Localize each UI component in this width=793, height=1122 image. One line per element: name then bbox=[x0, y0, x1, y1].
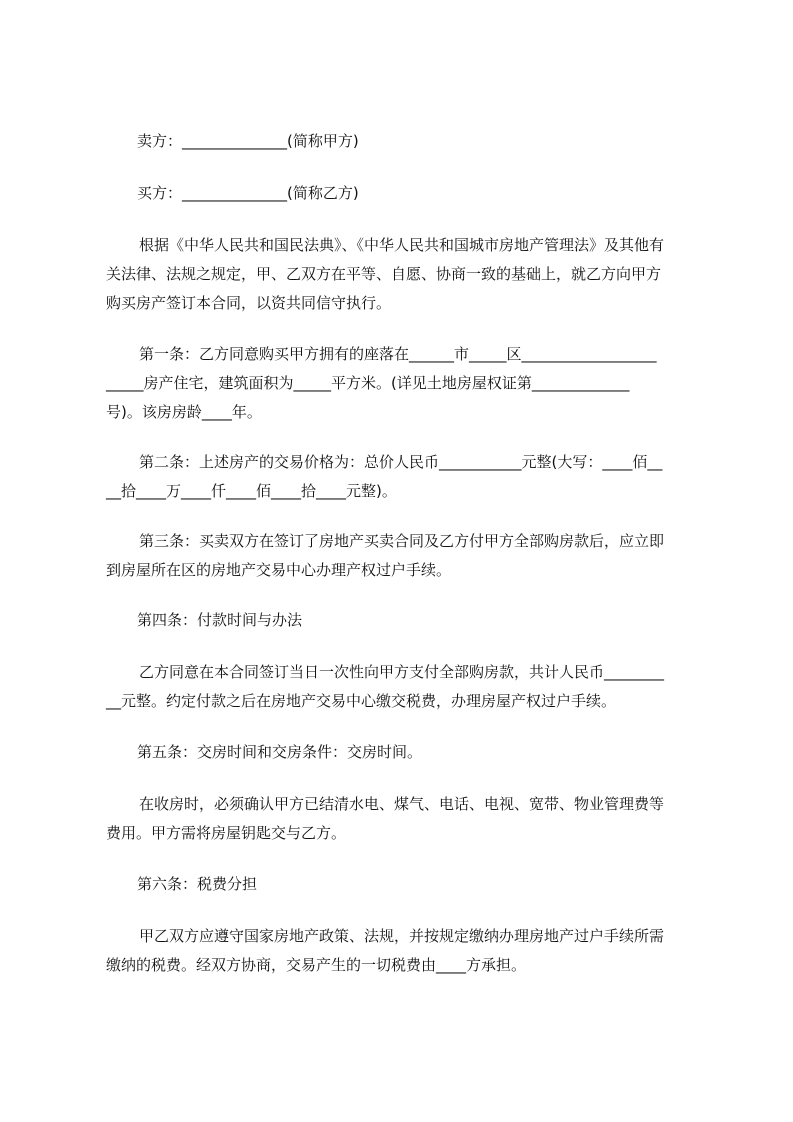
seller-line: 卖方：______________(简称甲方) bbox=[137, 132, 359, 150]
article-4-title: 第四条：付款时间与办法 bbox=[137, 611, 303, 629]
buyer-line: 买方：______________(简称乙方) bbox=[137, 184, 359, 202]
article-4-body: 乙方同意在本合同签订当日一次性向甲方支付全部购房款，共计人民币________ __元整。约定付款之后在房地产交易中心缴交税费，办理房屋产权过户手续。 bbox=[106, 663, 665, 710]
article-3-paragraph: 第三条：买卖双方在签订了房地产买卖合同及乙方付甲方全部购房款后，应立即 到房屋所在区的房地产交易中心办理产权过户手续。 bbox=[106, 532, 665, 579]
article-5-body: 在收房时，必须确认甲方已结清水电、煤气、电话、电视、宽带、物业管理费等 费用。甲方需将房屋钥匙交与乙方。 bbox=[106, 795, 665, 842]
article-2-paragraph: 第二条：上述房产的交易价格为：总价人民币___________元整(大写：____佰__ __拾____万____仟____佰____拾____元整)。 bbox=[106, 453, 663, 500]
article-1-paragraph: 第一条：乙方同意购买甲方拥有的座落在______市_____区__________________ _____房产住宅，建筑面积为_____平方米。(详见土地房屋权证第_____________ 号)。该房房龄____年。 bbox=[106, 345, 657, 421]
article-5-title: 第五条：交房时间和交房条件：交房时间。 bbox=[137, 743, 423, 761]
article-6-title: 第六条：税费分担 bbox=[137, 875, 258, 893]
preamble-paragraph: 根据《中华人民共和国民法典》、《中华人民共和国城市房地产管理法》及其他有 关法律、法规之规定，甲、乙双方在平等、自愿、协商一致的基础上，就乙方向甲方 购买房产签订本合同，以资共同信守执行。 bbox=[106, 236, 665, 312]
article-6-body: 甲乙双方应遵守国家房地产政策、法规，并按规定缴纳办理房地产过户手续所需 缴纳的税费。经双方协商，交易产生的一切税费由____方承担。 bbox=[106, 927, 665, 974]
